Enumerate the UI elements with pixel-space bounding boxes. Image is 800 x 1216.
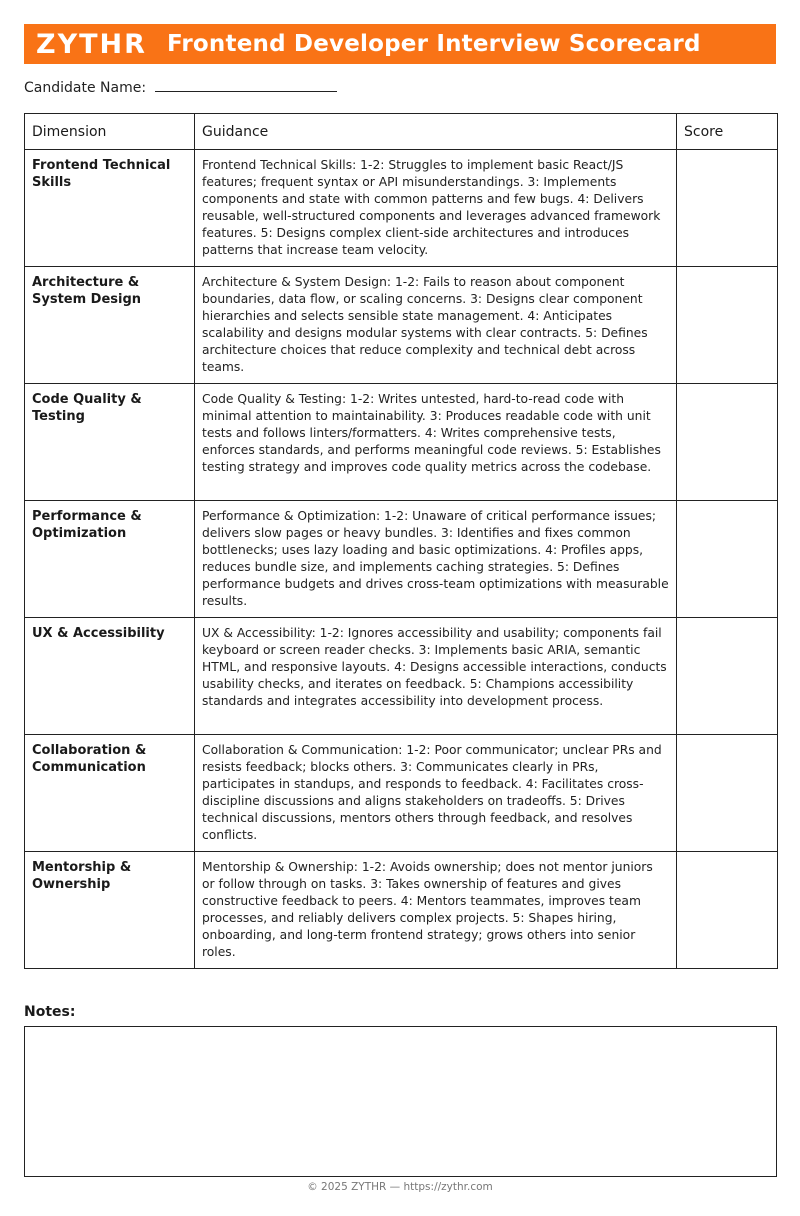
guidance-cell: Architecture & System Design: 1-2: Fails to reason about component boundaries, data flow, or scaling concerns. 3: Designs clear component hierarchies and selects sensible state management. 4: Anticipates scalability and designs modular systems with clear contracts. 5: Defines architecture choices that reduce complexity and technical debt across teams. [195, 267, 677, 384]
dimension-cell: Code Quality & Testing [25, 384, 195, 501]
table-row [25, 735, 778, 852]
score-cell[interactable] [677, 150, 778, 267]
footer-copyright: © 2025 ZYTHR — https://zythr.com [307, 1181, 493, 1193]
score-cell[interactable] [677, 384, 778, 501]
header-banner [24, 24, 776, 64]
column-header-dimension: Dimension [25, 114, 195, 150]
score-cell[interactable] [677, 501, 778, 618]
column-header-guidance: Guidance [195, 114, 677, 150]
notes-label: Notes: [24, 1004, 76, 1020]
candidate-name-field[interactable] [155, 77, 337, 92]
dimension-cell: Architecture & System Design [25, 267, 195, 384]
dimension-cell: Collaboration & Communication [25, 735, 195, 852]
page-title: Frontend Developer Interview Scorecard [166, 31, 701, 57]
guidance-cell: UX & Accessibility: 1-2: Ignores accessibility and usability; components fail keyboard or screen reader checks. 3: Implements basic ARIA, semantic HTML, and responsive layouts. 4: Designs accessible interactions, conducts usability checks, and iterates on feedback. 5: Champions accessibility standards and integrates accessibility into development process. [195, 618, 677, 735]
table-row [25, 150, 778, 267]
table-row [25, 852, 778, 969]
dimension-cell: Frontend Technical Skills [25, 150, 195, 267]
table-header-row [25, 114, 778, 150]
dimension-cell: Mentorship & Ownership [25, 852, 195, 969]
candidate-name-row [24, 77, 337, 96]
guidance-cell: Code Quality & Testing: 1-2: Writes untested, hard-to-read code with minimal attention to maintainability. 3: Produces readable code with unit tests and follows linters/formatters. 4: Writes comprehensive tests, enforces standards, and performs meaningful code reviews. 5: Establishes testing strategy and improves code quality metrics across the codebase. [195, 384, 677, 501]
table-row [25, 501, 778, 618]
score-cell[interactable] [677, 267, 778, 384]
score-cell[interactable] [677, 618, 778, 735]
table-row [25, 384, 778, 501]
candidate-name-label: Candidate Name: [24, 80, 147, 96]
guidance-cell: Performance & Optimization: 1-2: Unaware of critical performance issues; delivers slow pages or heavy bundles. 3: Identifies and fixes common bottlenecks; uses lazy loading and basic optimizations. 4: Profiles apps, reduces bundle size, and implements caching strategies. 5: Defines performance budgets and drives cross-team optimizations with measurable results. [195, 501, 677, 618]
dimension-cell: UX & Accessibility [25, 618, 195, 735]
score-cell[interactable] [677, 852, 778, 969]
column-header-score: Score [677, 114, 778, 150]
zythr-logo: ZYTHR [36, 28, 147, 60]
notes-box[interactable] [24, 1026, 777, 1177]
guidance-cell: Frontend Technical Skills: 1-2: Struggles to implement basic React/JS features; frequent syntax or API misunderstandings. 3: Implements components and state with common patterns and few bugs. 4: Delivers reusable, well-structured components and leverages advanced framework features. 5: Designs complex client-side architectures and introduces patterns that increase team velocity. [195, 150, 677, 267]
table-row [25, 618, 778, 735]
score-cell[interactable] [677, 735, 778, 852]
scorecard-table [24, 113, 778, 969]
guidance-cell: Mentorship & Ownership: 1-2: Avoids ownership; does not mentor juniors or follow through on tasks. 3: Takes ownership of features and gives constructive feedback to peers. 4: Mentors teammates, improves team processes, and reliably delivers complex projects. 5: Shapes hiring, onboarding, and long-term frontend strategy; grows others into senior roles. [195, 852, 677, 969]
guidance-cell: Collaboration & Communication: 1-2: Poor communicator; unclear PRs and resists feedback; blocks others. 3: Communicates clearly in PRs, participates in standups, and responds to feedback. 4: Facilitates cross-discipline discussions and aligns stakeholders on tradeoffs. 5: Drives technical discussions, mentors others through feedback, and resolves conflicts. [195, 735, 677, 852]
table-row [25, 267, 778, 384]
dimension-cell: Performance & Optimization [25, 501, 195, 618]
